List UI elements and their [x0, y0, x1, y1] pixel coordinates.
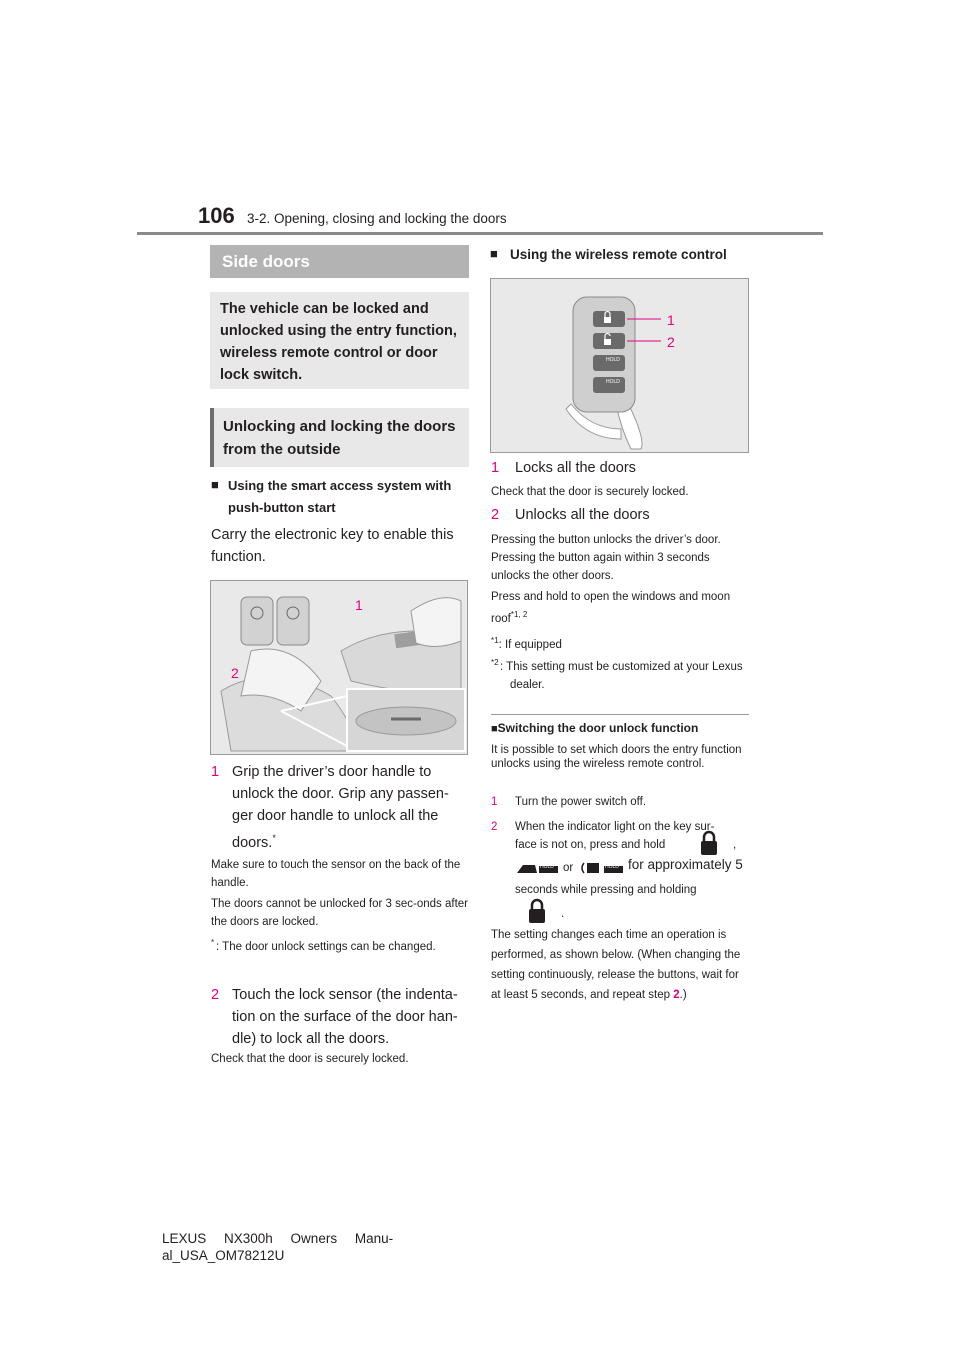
header-rule — [137, 232, 823, 235]
footnote-star: * — [211, 938, 215, 947]
step-1-star: * — [272, 833, 276, 843]
square-bullet-icon: ■ — [211, 477, 219, 492]
footnote-unlock-settings — [211, 938, 469, 956]
step-2 — [211, 984, 469, 1050]
step-2-number: 2 — [211, 987, 220, 1003]
footer-line-2: al_USA_OM78212U — [162, 1248, 285, 1263]
step-1-number: 1 — [211, 764, 220, 780]
square-bullet-icon: ■ — [491, 723, 498, 735]
period: . — [561, 908, 565, 920]
illus-label-1: 1 — [355, 597, 363, 613]
step-1-text: Grip the driver’s door handle to unlock the door. Grip any passen-ger door handle to unlock all the doors. — [232, 764, 449, 851]
footnote-1-mark: *1 — [491, 636, 499, 645]
switch-closing-end: .) — [679, 989, 687, 1001]
key-label-1: 1 — [667, 312, 675, 328]
square-bullet-icon: ■ — [490, 246, 498, 261]
key-step-2-number: 2 — [491, 507, 500, 523]
switch-step-2-number: 2 — [491, 821, 498, 833]
hold-note-text: Press and hold to open the windows and moon roof — [491, 591, 731, 625]
switch-closing — [491, 925, 749, 1005]
switch-intro: It is possible to set which doors the entry function unlocks using the wireless remote control. — [491, 744, 742, 770]
footnote-1 — [491, 632, 751, 654]
check-locked-note: Check that the door is securely locked. — [211, 1053, 409, 1065]
switch-step-1-number: 1 — [491, 796, 498, 808]
wireless-heading-text: Using the wireless remote control — [510, 247, 727, 262]
footer-line-1: LEXUS NX300h Owners Manu- — [162, 1231, 394, 1246]
footnote-1-text: : If equipped — [498, 638, 562, 651]
moon-roof-hold-label: HOLD — [605, 864, 619, 870]
illus-label-2: 2 — [231, 665, 239, 681]
switch-closing-step: 2 — [673, 989, 680, 1001]
key-step-2 — [491, 504, 751, 526]
note-sensor: Make sure to touch the sensor on the back of the handle. — [211, 859, 461, 889]
key-step-2-note: Pressing the button unlocks the driver’s door. Pressing the button again within 3 seconds unlocks the other doors. — [491, 534, 721, 582]
hold-note-sup: *1, 2 — [510, 610, 528, 619]
lock-icon — [527, 898, 547, 924]
or-text: or — [563, 862, 574, 874]
side-doors-title-text: Side doors — [222, 252, 310, 271]
footnote-2 — [491, 658, 751, 694]
switch-closing-text: The setting changes each time an operation is performed, as shown below. (When changing the setting continuously, release the buttons, wait for at least 5 seconds, and repeat step — [491, 929, 741, 1001]
footnote-2-mark: *2 — [491, 658, 499, 667]
switch-step-1-text: Turn the power switch off. — [515, 796, 647, 808]
key-step-1-number: 1 — [491, 460, 500, 476]
door-handle-illustration — [210, 580, 468, 755]
page-number: 106 — [198, 203, 235, 228]
switch-step-2-text: When the indicator light on the key sur-face is not on, press and hold — [515, 821, 715, 851]
divider-rule — [491, 714, 749, 715]
carry-text: Carry the electronic key to enable this function. — [211, 527, 454, 565]
key-hold-text-1: HOLD — [606, 357, 620, 363]
footer — [162, 1230, 462, 1264]
section-title: 3-2. Opening, closing and locking the doors — [247, 211, 507, 226]
key-step-2-text: Unlocks all the doors — [515, 507, 650, 523]
key-label-2: 2 — [667, 334, 675, 350]
note-delay: The doors cannot be unlocked for 3 sec-onds after the doors are locked. — [211, 898, 468, 928]
switch-heading — [491, 719, 751, 737]
key-hold-text-2: HOLD — [606, 379, 620, 385]
key-step-1 — [491, 457, 751, 479]
seconds-text: seconds while pressing and holding — [515, 884, 697, 896]
outside-section-title — [210, 408, 469, 467]
side-doors-title — [210, 245, 469, 278]
approx-5-text: for approximately 5 — [628, 857, 743, 872]
key-step-1-note: Check that the door is securely locked. — [491, 486, 689, 498]
smart-access-heading — [211, 475, 469, 519]
switch-heading-text: Switching the door unlock function — [497, 721, 699, 735]
window-hold-label: HOLD — [540, 864, 554, 870]
key-fob-illustration — [490, 278, 749, 453]
footnote-2-text: : This setting must be customized at your Lexus dealer. — [500, 661, 743, 691]
comma: , — [733, 839, 737, 851]
key-fob-drawing — [491, 279, 748, 452]
outside-section-title-text: Unlocking and locking the doors from the outside — [223, 418, 456, 458]
step-1 — [211, 761, 469, 854]
door-handle-drawing — [211, 581, 467, 754]
lock-icon — [699, 830, 719, 856]
key-step-1-text: Locks all the doors — [515, 460, 636, 476]
wireless-heading — [490, 245, 750, 265]
footnote-text: : The door unlock settings can be changed. — [216, 941, 436, 953]
intro-text: The vehicle can be locked and unlocked using the entry function, wireless remote control or door lock switch. — [220, 301, 457, 383]
smart-access-heading-text: Using the smart access system with push-button start — [228, 478, 452, 515]
key-step-2-hold-note — [491, 588, 751, 628]
step-2-text: Touch the lock sensor (the indenta-tion on the surface of the door han-dle) to lock all the doors. — [232, 987, 458, 1047]
intro-box — [210, 292, 469, 389]
switch-step-1 — [491, 793, 751, 811]
